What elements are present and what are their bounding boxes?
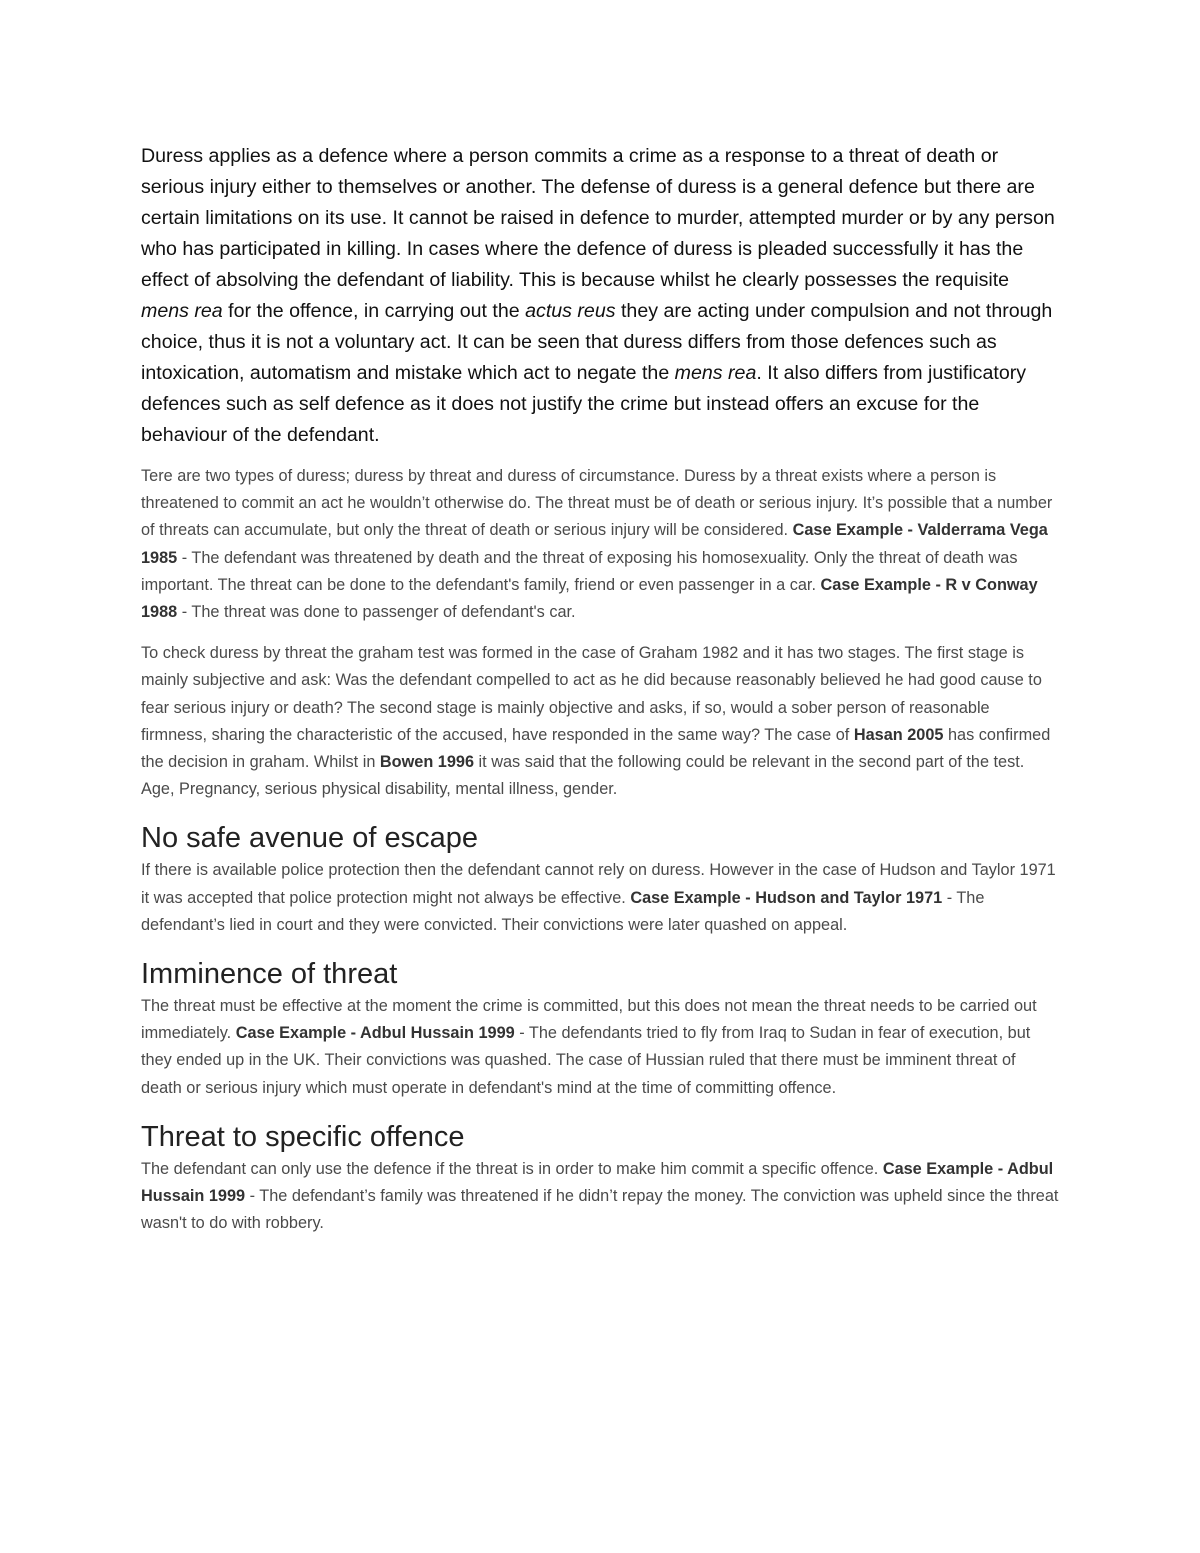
intro-text: they are acting under compulsion and not through choice, thus it is not a voluntary act. It can be seen that duress differs from those defences such as intoxication, automatism and mistake which act to negate the — [141, 300, 1053, 384]
intro-text: for the offence, in carrying out the — [222, 300, 526, 322]
paragraph-text: The defendant can only use the defence if the threat is in order to make him commit a specific offence. — [141, 1159, 883, 1178]
case-reference: Case Example - Adbul Hussain 1999 — [235, 1024, 515, 1043]
paragraph-text: - The defendant’s family was threatened if he didn’t repay the money. The conviction was upheld since the threat wasn't to do with robbery. — [141, 1187, 1059, 1233]
heading-threat-to-specific-offence: Threat to specific offence — [141, 1120, 465, 1153]
intro-italic-term: mens rea — [674, 362, 757, 384]
case-reference: Hasan 2005 — [853, 725, 944, 744]
intro-italic-term: actus reus — [525, 300, 616, 322]
escape-paragraph — [141, 857, 1059, 939]
intro-italic-term: mens rea — [141, 300, 223, 322]
paragraph-text: it was said that the following could be relevant in the second part of the test. Age, Pregnancy, serious physical disability, mental illness, gender. — [141, 753, 1025, 799]
paragraph-text: has confirmed the decision in graham. Whilst in — [141, 725, 1051, 772]
paragraph-text: To check duress by threat the graham test was formed in the case of Graham 1982 and it has two stages. The first stage is mainly subjective and ask: Was the defendant compelled to act as he did because reasonably believed he had good cause to fear serious injury or death? The second stage is mainly objective and asks, if so, would a sober person of reasonable firmness, sharing the characteristic of the accused, have responded in the same way? The case of — [141, 644, 1042, 744]
heading-imminence-of-threat: Imminence of threat — [141, 958, 398, 991]
case-reference: Case Example - R v Conway 1988 — [141, 575, 1038, 622]
paragraph-text: Tere are two types of duress; duress by threat and duress of circumstance. Duress by a threat exists where a person is threatened to commit an act he wouldn’t otherwise do. The threat must be of death or serious injury. It’s possible that a number of threats can accumulate, but only the threat of death or serious injury will be considered. — [141, 467, 1053, 540]
paragraph-text: If there is available police protection then the defendant cannot rely on duress. However in the case of Hudson and Taylor 1971 it was accepted that police protection might not always be effective. — [141, 861, 1056, 907]
paragraph-text: - The threat was done to passenger of defendant's car. — [177, 603, 576, 622]
case-reference: Case Example - Adbul Hussain 1999 — [141, 1159, 1054, 1206]
paragraph-text: - The defendant was threatened by death and the threat of exposing his homosexuality. Only the threat of death was important. The threat can be done to the defendant's family, friend or even passenger in a car. — [141, 548, 1018, 594]
specific-offence-paragraph — [141, 1156, 1059, 1238]
heading-no-safe-avenue: No safe avenue of escape — [141, 822, 478, 855]
intro-text: . It also differs from justificatory defences such as self defence as it does not justify the crime but instead offers an excuse for the behaviour of the defendant. — [141, 362, 1027, 446]
duress-types-paragraph — [141, 463, 1059, 626]
imminence-paragraph — [141, 993, 1059, 1102]
case-reference: Case Example - Hudson and Taylor 1971 — [630, 888, 943, 907]
paragraph-text: The threat must be effective at the moment the crime is committed, but this does not mean the threat needs to be carried out immediately. — [141, 997, 1037, 1043]
case-reference: Case Example - Valderrama Vega 1985 — [141, 521, 1048, 567]
paragraph-text: - The defendants tried to fly from Iraq to Sudan in fear of execution, but they ended up in the UK. Their convictions was quashed. The case of Hussian ruled that there must be imminent threat of death or serious injury which must operate in defendant's mind at the time of committing offence. — [141, 1024, 1031, 1097]
paragraph-text: - The defendant’s lied in court and they were convicted. Their convictions were later quashed on appeal. — [141, 888, 985, 934]
document-body — [141, 141, 1059, 1251]
intro-text: Duress applies as a defence where a person commits a crime as a response to a threat of death or serious injury either to themselves or another. The defense of duress is a general defence but there are certain limitations on its use. It cannot be raised in defence to murder, attempted murder or by any person who has participated in killing. In cases where the defence of duress is pleaded successfully it has the effect of absolving the defendant of liability. This is because whilst he clearly possesses the requisite — [141, 145, 1055, 291]
case-reference: Bowen 1996 — [379, 753, 475, 772]
graham-test-paragraph — [141, 640, 1059, 803]
intro-paragraph — [141, 141, 1059, 451]
